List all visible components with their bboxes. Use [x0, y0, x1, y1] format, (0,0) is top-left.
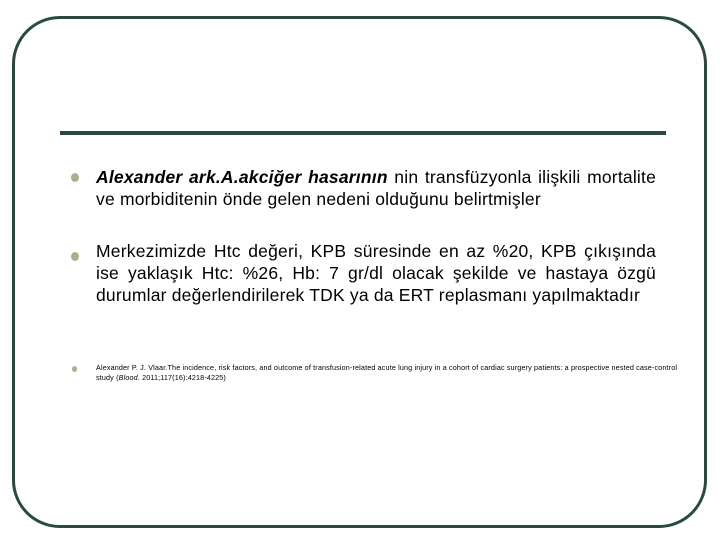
- bullet-1-emphasis: Alexander ark.A.akciğer hasarının: [96, 167, 388, 187]
- reference-title: The incidence, risk factors, and outcome of transfusion-related acute lung injury in a cohort of cardiac surgery patients: a prospective nested case-control study: [96, 363, 678, 382]
- reference-citation-detail: . 2011;117(16):4218-4225): [137, 373, 226, 382]
- bullet-text-1: [96, 166, 656, 210]
- bullet-marker-1: [71, 173, 79, 182]
- bullet-marker-2: [71, 252, 79, 261]
- reference-journal: Blood: [118, 373, 138, 382]
- bullet-text-2: Merkezimizde Htc değeri, KPB süresinde en az %20, KPB çıkışında ise yaklaşık Htc: %26, Hb: 7 gr/dl olacak şekilde ve hastaya özgü durumlar değerlendirilerek TDK ya da ERT replasmanı yapılmaktadır: [96, 241, 656, 305]
- reference-authors: Alexander P. J. Vlaar.: [96, 363, 168, 372]
- reference-open: (: [113, 373, 119, 382]
- bullet-marker-reference: [72, 366, 77, 372]
- reference-citation: [96, 363, 696, 383]
- bullet-1-body: nin transfüzyonla ilişkili mortalite ve morbiditenin önde gelen nedeni olduğunu belirtmişler: [96, 167, 656, 209]
- title-divider-line: [60, 131, 666, 135]
